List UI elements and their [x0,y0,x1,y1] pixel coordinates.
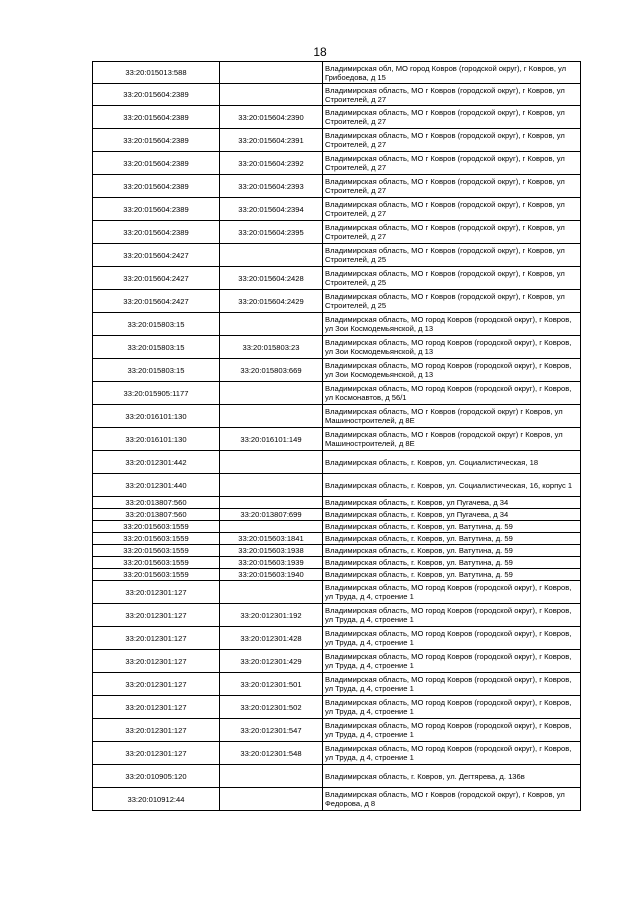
address-cell: Владимирская область, МО г Ковров (городской округ), г Ковров, ул Строителей, д 27 [323,84,581,106]
table-row [93,62,581,84]
parent-cadastral-number: 33:20:015604:2427 [93,290,220,313]
cadastral-number: 33:20:015604:2390 [220,106,323,129]
address-cell: Владимирская область, МО г Ковров (городской округ), г Ковров, ул Строителей, д 27 [323,152,581,175]
parent-cadastral-number: 33:20:015604:2389 [93,221,220,244]
parent-cadastral-number: 33:20:015604:2389 [93,198,220,221]
parent-cadastral-number: 33:20:012301:127 [93,627,220,650]
table-row [93,533,581,545]
table-row [93,84,581,106]
address-cell: Владимирская область, г. Ковров, ул. Социалистическая, 16, корпус 1 [323,474,581,497]
address-cell: Владимирская область, г. Ковров, ул Пугачева, д 34 [323,497,581,509]
table-row [93,382,581,405]
cadastral-number: 33:20:015604:2428 [220,267,323,290]
parent-cadastral-number: 33:20:012301:127 [93,581,220,604]
cadastral-number [220,84,323,106]
cadastral-number: 33:20:015604:2392 [220,152,323,175]
cadastral-number [220,521,323,533]
cadastral-number: 33:20:015603:1841 [220,533,323,545]
parent-cadastral-number: 33:20:015013:588 [93,62,220,84]
table-row [93,359,581,382]
cadastral-number: 33:20:012301:428 [220,627,323,650]
address-cell: Владимирская область, МО г Ковров (городской округ), г Ковров, ул Федорова, д 8 [323,788,581,811]
parent-cadastral-number: 33:20:016101:130 [93,405,220,428]
cadastral-number: 33:20:016101:149 [220,428,323,451]
table-row [93,497,581,509]
address-cell: Владимирская область, МО г Ковров (городской округ), г Ковров, ул Строителей, д 25 [323,244,581,267]
parent-cadastral-number: 33:20:012301:442 [93,451,220,474]
table-row [93,290,581,313]
parent-cadastral-number: 33:20:012301:127 [93,673,220,696]
address-cell: Владимирская область, МО г Ковров (городской округ), г Ковров, ул Строителей, д 25 [323,290,581,313]
table-row [93,650,581,673]
table-row [93,545,581,557]
cadastral-number: 33:20:015803:23 [220,336,323,359]
parent-cadastral-number: 33:20:015803:15 [93,313,220,336]
cadastral-number [220,62,323,84]
table-row [93,198,581,221]
parent-cadastral-number: 33:20:012301:127 [93,696,220,719]
parent-cadastral-number: 33:20:012301:127 [93,719,220,742]
address-cell: Владимирская область, МО г Ковров (городской округ), г Ковров, ул Строителей, д 27 [323,129,581,152]
cadastral-table [92,61,581,811]
address-cell: Владимирская область, МО г Ковров (городской округ), г Ковров, ул Строителей, д 25 [323,267,581,290]
table-row [93,313,581,336]
cadastral-number: 33:20:015603:1938 [220,545,323,557]
parent-cadastral-number: 33:20:015803:15 [93,336,220,359]
cadastral-number: 33:20:013807:699 [220,509,323,521]
parent-cadastral-number: 33:20:015604:2389 [93,106,220,129]
parent-cadastral-number: 33:20:010905:120 [93,765,220,788]
table-row [93,742,581,765]
table-row [93,673,581,696]
address-cell: Владимирская область, МО город Ковров (городской округ), г Ковров, ул Труда, д 4, строение 1 [323,627,581,650]
cadastral-number: 33:20:012301:192 [220,604,323,627]
table-row [93,221,581,244]
address-cell: Владимирская область, г. Ковров, ул. Ватутина, д. 59 [323,569,581,581]
cadastral-number [220,581,323,604]
parent-cadastral-number: 33:20:015603:1559 [93,533,220,545]
address-cell: Владимирская область, МО город Ковров (городской округ), г Ковров, ул Труда, д 4, строение 1 [323,742,581,765]
cadastral-number: 33:20:015604:2395 [220,221,323,244]
table-row [93,509,581,521]
address-cell: Владимирская область, МО г Ковров (городской округ), г Ковров, ул Строителей, д 27 [323,106,581,129]
cadastral-number [220,313,323,336]
address-cell: Владимирская область, г. Ковров, ул. Ватутина, д. 59 [323,533,581,545]
address-cell: Владимирская область, МО г Ковров (городской округ), г Ковров, ул Строителей, д 27 [323,175,581,198]
address-cell: Владимирская область, МО г Ковров (городской округ), г Ковров, ул Строителей, д 27 [323,198,581,221]
cadastral-number [220,765,323,788]
cadastral-number [220,474,323,497]
address-cell: Владимирская область, г. Ковров, ул. Ватутина, д. 59 [323,521,581,533]
parent-cadastral-number: 33:20:015603:1559 [93,521,220,533]
table-row [93,336,581,359]
table-row [93,175,581,198]
table-row [93,428,581,451]
address-cell: Владимирская область, МО город Ковров (городской округ), г Ковров, ул Труда, д 4, строение 1 [323,650,581,673]
table-row [93,129,581,152]
parent-cadastral-number: 33:20:015604:2389 [93,129,220,152]
address-cell: Владимирская область, МО город Ковров (городской округ), г Ковров, ул Космонавтов, д 56/1 [323,382,581,405]
table-row [93,569,581,581]
table-row [93,627,581,650]
cadastral-number: 33:20:012301:502 [220,696,323,719]
table-row [93,451,581,474]
cadastral-number: 33:20:015603:1939 [220,557,323,569]
cadastral-number [220,382,323,405]
cadastral-number: 33:20:012301:547 [220,719,323,742]
address-cell: Владимирская область, МО город Ковров (городской округ), г Ковров, ул Труда, д 4, строение 1 [323,581,581,604]
parent-cadastral-number: 33:20:015604:2427 [93,267,220,290]
address-cell: Владимирская область, г. Ковров, ул Пугачева, д 34 [323,509,581,521]
parent-cadastral-number: 33:20:015905:1177 [93,382,220,405]
address-cell: Владимирская область, МО город Ковров (городской округ), г Ковров, ул Труда, д 4, строение 1 [323,673,581,696]
parent-cadastral-number: 33:20:015604:2427 [93,244,220,267]
parent-cadastral-number: 33:20:013807:560 [93,497,220,509]
parent-cadastral-number: 33:20:013807:560 [93,509,220,521]
table-row [93,521,581,533]
table-row [93,604,581,627]
address-cell: Владимирская область, г. Ковров, ул. Социалистическая, 18 [323,451,581,474]
parent-cadastral-number: 33:20:015803:15 [93,359,220,382]
parent-cadastral-number: 33:20:010912:44 [93,788,220,811]
parent-cadastral-number: 33:20:015603:1559 [93,545,220,557]
parent-cadastral-number: 33:20:012301:440 [93,474,220,497]
address-cell: Владимирская область, г. Ковров, ул. Дегтярева, д. 136в [323,765,581,788]
cadastral-number: 33:20:012301:548 [220,742,323,765]
table-row [93,765,581,788]
table-row [93,581,581,604]
address-cell: Владимирская область, МО город Ковров (городской округ), г Ковров, ул Зои Космодемьянской, д 13 [323,313,581,336]
cadastral-number: 33:20:015604:2394 [220,198,323,221]
cadastral-number [220,451,323,474]
address-cell: Владимирская область, МО город Ковров (городской округ), г Ковров, ул Зои Космодемьянской, д 13 [323,359,581,382]
cadastral-number [220,788,323,811]
parent-cadastral-number: 33:20:015603:1559 [93,557,220,569]
cadastral-number: 33:20:015604:2391 [220,129,323,152]
address-cell: Владимирская обл, МО город Ковров (городской округ), г Ковров, ул Грибоедова, д 15 [323,62,581,84]
cadastral-number: 33:20:015604:2393 [220,175,323,198]
cadastral-number [220,405,323,428]
cadastral-number: 33:20:012301:429 [220,650,323,673]
cadastral-number: 33:20:012301:501 [220,673,323,696]
table-row [93,267,581,290]
parent-cadastral-number: 33:20:015604:2389 [93,84,220,106]
table-row [93,106,581,129]
cadastral-number: 33:20:015803:669 [220,359,323,382]
cadastral-number [220,497,323,509]
parent-cadastral-number: 33:20:012301:127 [93,604,220,627]
parent-cadastral-number: 33:20:015604:2389 [93,152,220,175]
table-row [93,788,581,811]
address-cell: Владимирская область, МО г Ковров (городской округ), г Ковров, ул Строителей, д 27 [323,221,581,244]
address-cell: Владимирская область, МО г Ковров (городской округ) г Ковров, ул Машиностроителей, д 8Е [323,428,581,451]
parent-cadastral-number: 33:20:012301:127 [93,742,220,765]
parent-cadastral-number: 33:20:016101:130 [93,428,220,451]
address-cell: Владимирская область, МО город Ковров (городской округ), г Ковров, ул Зои Космодемьянской, д 13 [323,336,581,359]
parent-cadastral-number: 33:20:012301:127 [93,650,220,673]
address-cell: Владимирская область, МО город Ковров (городской округ), г Ковров, ул Труда, д 4, строение 1 [323,604,581,627]
table-row [93,719,581,742]
table-row [93,474,581,497]
cadastral-number [220,244,323,267]
page-number: 18 [313,45,327,59]
address-cell: Владимирская область, МО г Ковров (городской округ) г Ковров, ул Машиностроителей, д 8Е [323,405,581,428]
parent-cadastral-number: 33:20:015603:1559 [93,569,220,581]
table-row [93,152,581,175]
table-row [93,244,581,267]
table-row [93,405,581,428]
address-cell: Владимирская область, МО город Ковров (городской округ), г Ковров, ул Труда, д 4, строение 1 [323,719,581,742]
address-cell: Владимирская область, г. Ковров, ул. Ватутина, д. 59 [323,545,581,557]
table-row [93,696,581,719]
table-row [93,557,581,569]
address-cell: Владимирская область, г. Ковров, ул. Ватутина, д. 59 [323,557,581,569]
cadastral-number: 33:20:015604:2429 [220,290,323,313]
parent-cadastral-number: 33:20:015604:2389 [93,175,220,198]
address-cell: Владимирская область, МО город Ковров (городской округ), г Ковров, ул Труда, д 4, строение 1 [323,696,581,719]
cadastral-number: 33:20:015603:1940 [220,569,323,581]
